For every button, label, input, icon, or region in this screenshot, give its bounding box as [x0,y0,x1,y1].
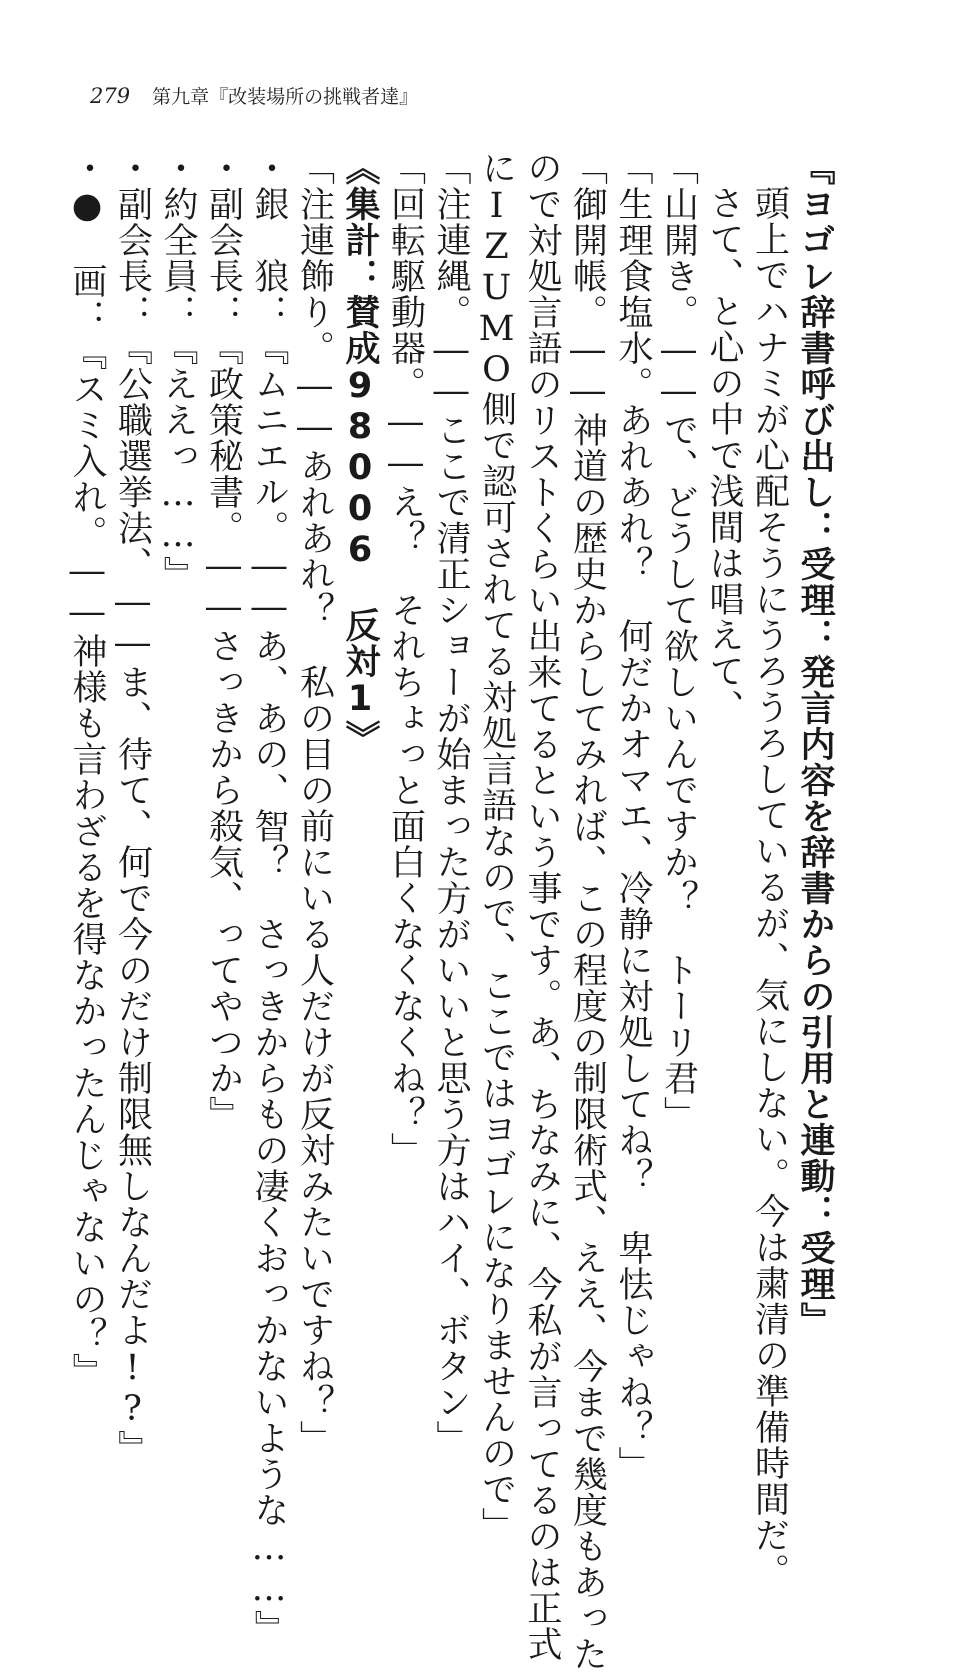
text-column: 『ヨゴレ辞書呼び出し：受理：発言内容を辞書からの引用と連動：受理』 [795,150,835,1338]
text-column: 《集計：賛成98006 反対1》 [340,150,380,756]
chapter-title: 第九章『改装場所の挑戦者達』 [152,86,419,108]
text-column: ・副会長：『公職選挙法、――ま、待て、何で今のだけ制限無しなんだよ!?』 [112,150,153,1466]
text-column: 「回転駆動器。――え？ それちょっと面白くなくなくね？」 [385,150,426,1168]
text-column: 「御開帳。――神道の歴史からしてみれば、この程度の制限術式、ええ、今まで幾度もあった [567,150,608,1672]
text-column: ・銀 狼：『ムニエル。――あ、あの、智？ さっきからもの凄くおっかないような……』 [249,150,289,1646]
text-column: 頭上でハナミが心配そうにうろうろしているが、気にしない。今は粛清の準備時間だ。 [749,185,790,1589]
text-column: 「生理食塩水。あれあれ？ 何だかオマエ、冷静に対処してね？ 卑怯じゃね？」 [613,150,653,1482]
text-column: 「山開き。――で、どうして欲しいんですか？ トーリ君」 [658,150,699,1132]
text-column: ・● 画：『スミ入れ。――神様も言わざるを得なかったんじゃないの？』 [67,150,107,1389]
page-header [90,82,418,109]
text-column: さて、と心の中で浅間は唱えて、 [704,185,744,725]
vertical-text-body [0,150,960,1672]
text-column: にIZUMO側で認可されてる対処言語なので、ここではヨゴレになりませんので」 [476,150,517,1543]
text-column: ので対処言語のリストくらい出来てるという事です。あ、ちなみに、今私が言ってるのは正式 [522,150,562,1662]
text-column: 「注連縄。――ここで清正ショーが始まった方がいいと思う方はハイ、ボタン」 [431,150,471,1456]
page-number: 279 [90,84,131,108]
text-column: ・約全員：『ええっ……』 [158,150,198,592]
text-column: ・副会長：『政策秘書。――さっきから殺気、ってやつか』 [203,150,244,1132]
text-column: 「注連飾り。――あれあれ？ 私の目の前にいる人だけが反対みたいですね？」 [294,150,335,1456]
